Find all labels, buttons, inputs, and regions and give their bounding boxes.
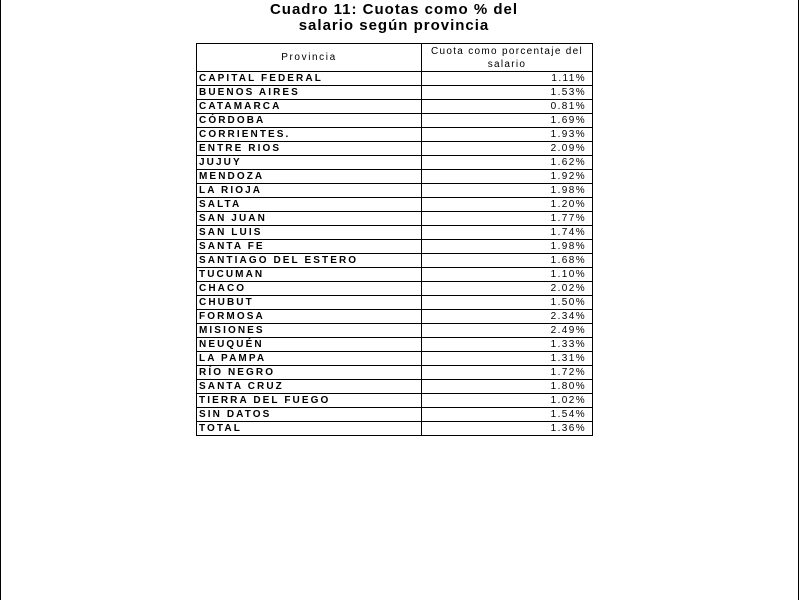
province-cell: TUCUMAN (197, 268, 422, 282)
table-row (197, 324, 593, 338)
province-cell: FORMOSA (197, 310, 422, 324)
table-row (197, 100, 593, 114)
table-row (197, 366, 593, 380)
table-row (197, 254, 593, 268)
province-cell: SANTA CRUZ (197, 380, 422, 394)
table-row (197, 184, 593, 198)
table-row (197, 310, 593, 324)
quota-cell: 1.72% (422, 366, 593, 380)
table-row (197, 394, 593, 408)
quota-cell: 1.98% (422, 240, 593, 254)
quota-cell: 0.81% (422, 100, 593, 114)
province-cell: SAN JUAN (197, 212, 422, 226)
province-cell: CATAMARCA (197, 100, 422, 114)
quota-cell: 1.11% (422, 72, 593, 86)
table-row (197, 352, 593, 366)
province-cell: CAPITAL FEDERAL (197, 72, 422, 86)
province-cell: NEUQUÉN (197, 338, 422, 352)
table-row (197, 268, 593, 282)
quota-cell: 1.50% (422, 296, 593, 310)
province-cell: JUJUY (197, 156, 422, 170)
table-row (197, 226, 593, 240)
province-cell: SALTA (197, 198, 422, 212)
quota-column-header: Cuota como porcentaje del salario (422, 44, 593, 72)
table-title (196, 2, 592, 34)
province-cell: CORRIENTES. (197, 128, 422, 142)
table-row (197, 72, 593, 86)
province-cell: ENTRE RIOS (197, 142, 422, 156)
quota-cell: 1.62% (422, 156, 593, 170)
table-row (197, 338, 593, 352)
province-column-header: Provincia (197, 44, 422, 72)
province-cell: CÓRDOBA (197, 114, 422, 128)
quota-cell: 1.02% (422, 394, 593, 408)
province-cell: MISIONES (197, 324, 422, 338)
province-cell: TIERRA DEL FUEGO (197, 394, 422, 408)
province-cell: TOTAL (197, 422, 422, 436)
quota-cell: 1.33% (422, 338, 593, 352)
table-row (197, 408, 593, 422)
quota-cell: 1.93% (422, 128, 593, 142)
province-cell: CHACO (197, 282, 422, 296)
title-line-2: salario según provincia (298, 17, 490, 34)
quota-table (196, 43, 593, 436)
quota-cell: 1.98% (422, 184, 593, 198)
title-line-1: Cuadro 11: Cuotas como % del (269, 1, 519, 18)
province-cell: SAN LUIS (197, 226, 422, 240)
quota-cell: 1.74% (422, 226, 593, 240)
quota-cell: 2.34% (422, 310, 593, 324)
quota-cell: 1.20% (422, 198, 593, 212)
table-row (197, 240, 593, 254)
quota-cell: 1.92% (422, 170, 593, 184)
province-cell: BUENOS AIRES (197, 86, 422, 100)
table-row (197, 198, 593, 212)
quota-cell: 1.54% (422, 408, 593, 422)
table-row (197, 142, 593, 156)
header-row (197, 44, 593, 72)
quota-cell: 1.53% (422, 86, 593, 100)
table-body (197, 72, 593, 436)
province-cell: LA RIOJA (197, 184, 422, 198)
province-cell: RÍO NEGRO (197, 366, 422, 380)
quota-cell: 1.77% (422, 212, 593, 226)
province-cell: CHUBUT (197, 296, 422, 310)
quota-cell: 2.09% (422, 142, 593, 156)
table-row (197, 380, 593, 394)
table-row (197, 128, 593, 142)
table-row (197, 212, 593, 226)
province-cell: SANTIAGO DEL ESTERO (197, 254, 422, 268)
quota-cell: 2.02% (422, 282, 593, 296)
quota-cell: 2.49% (422, 324, 593, 338)
province-cell: LA PAMPA (197, 352, 422, 366)
province-cell: SANTA FE (197, 240, 422, 254)
quota-cell: 1.10% (422, 268, 593, 282)
table-row (197, 422, 593, 436)
quota-cell: 1.68% (422, 254, 593, 268)
quota-cell: 1.36% (422, 422, 593, 436)
table-row (197, 86, 593, 100)
quota-cell: 1.69% (422, 114, 593, 128)
quota-cell: 1.80% (422, 380, 593, 394)
province-cell: SIN DATOS (197, 408, 422, 422)
table-row (197, 114, 593, 128)
table-row (197, 296, 593, 310)
table-row (197, 156, 593, 170)
quota-cell: 1.31% (422, 352, 593, 366)
table-row (197, 282, 593, 296)
province-cell: MENDOZA (197, 170, 422, 184)
table-row (197, 170, 593, 184)
